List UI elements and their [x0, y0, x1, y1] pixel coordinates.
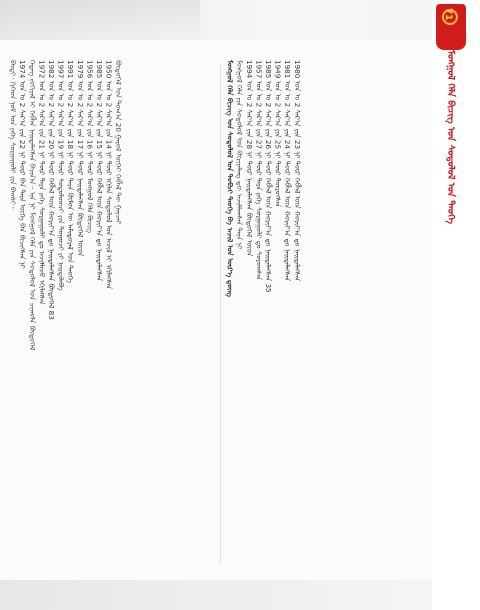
paragraph: 1982 ᠣᠨ ᠤ 2 ᠰᠠᠷ᠎ᠠ ᠶᠢᠨ 20 ᠨᠢ ᠳᠦᠷ ᠬᠡᠪᠯᠡᠯ ᠦᠨ ᠬᠣᠷᠢᠶ᠎ᠠ ᠳᠤ ᠨᠡᠢᠲᠡᠯᠡᠭᠰᠡᠨ ᠪᠦᠲᠦᠭᠡᠯ 83 [46, 60, 56, 320]
paragraph: 1997 ᠣᠨ ᠤ 2 ᠰᠠᠷ᠎ᠠ ᠶᠢᠨ 19 ᠨᠢ ᠳᠦᠷ ᠰᠤᠳᠤᠯᠤᠭᠴᠢ ᠶᠢᠨ ᠲᠤᠭᠤᠵᠢ ᠶᠢ ᠨᠡᠢᠲᠡᠯᠡᠪᠡ [56, 60, 66, 291]
paragraph: 1985 ᠣᠨ ᠤ 2 ᠰᠠᠷ᠎ᠠ ᠶᠢᠨ 26 ᠨᠢ ᠳᠦᠷ ᠬᠡᠪᠯᠡᠯ ᠦᠨ ᠬᠣᠷᠢᠶ᠎ᠠ ᠳᠤ ᠨᠡᠢᠲᠡᠯᠡᠭᠰᠡᠨ 35 [263, 60, 273, 293]
body-text-left [8, 60, 216, 568]
paragraph: 1956 ᠣᠨ ᠤ 2 ᠰᠠᠷ᠎ᠠ ᠶᠢᠨ 16 ᠨᠢ ᠳᠦᠷ ᠮᠣᠩᠭᠣᠯ ᠬᠡᠯᠡ ᠪᠢᠴᠢᠭ [85, 60, 95, 234]
body-text-right [225, 60, 430, 568]
paragraph: 1985 ᠣᠨ ᠤ 2 ᠰᠠᠷ᠎ᠠ ᠶᠢᠨ 15 ᠨᠢ ᠳᠦᠷ ᠬᠡᠪᠯᠡᠯ ᠦᠨ ᠬᠣᠷᠢᠶ᠎ᠠ ᠳᠤ ᠨᠡᠢᠲᠡᠯᠡᠭᠰᠡᠨ [94, 60, 104, 282]
top-decorative-band [0, 0, 480, 40]
paragraph: 1974 ᠣᠨ ᠤ 2 ᠰᠠᠷ᠎ᠠ ᠶᠢᠨ 22 ᠨᠢ ᠳᠦᠷ ᠪᠡᠨ ᠲᠡᠷᠡ ᠦᠭᠡ ᠪᠡᠨ ᠪᠢᠴᠢᠭᠰᠡᠨ ᠨᠢ [18, 60, 28, 269]
running-title: ᠮᠣᠩᠭᠣᠯ ᠬᠡᠯᠡ ᠪᠢᠴᠢᠭ ᠤᠨ ᠰᠤᠳᠤᠯᠤᠯ ᠤᠨ ᠲᠡᠦᠬᠡ [445, 50, 456, 225]
paragraph: 1981 ᠣᠨ ᠤ 2 ᠰᠠᠷ᠎ᠠ ᠶᠢᠨ 24 ᠨᠢ ᠳᠦᠷ ᠬᠡᠪᠯᠡᠯ ᠦᠨ ᠬᠣᠷᠢᠶ᠎ᠠ ᠳᠤ ᠨᠡᠢᠲᠡᠯᠡᠭᠰᠡᠨ [283, 60, 293, 282]
paragraph: 1950 ᠣᠨ ᠤ 2 ᠰᠠᠷ᠎ᠠ ᠶᠢᠨ 14 ᠨᠢ ᠳᠦᠷ ᠡᠬᠢᠯᠡᠨ ᠰᠤᠳᠤᠯᠤᠯ ᠤᠨ ᠠᠵᠢᠯ ᠢ ᠡᠬᠢᠯᠡᠭᠰᠡᠨ [104, 60, 114, 290]
paragraph: 1994 ᠣᠨ ᠤ 2 ᠰᠠᠷ᠎ᠠ ᠶᠢᠨ 28 ᠨᠢ ᠳᠦᠷ ᠨᠡᠢᠲᠡᠯᠡᠭᠰᠡᠨ ᠪᠦᠲᠦᠭᠡᠯ ᠦᠳ [244, 60, 254, 257]
column-divider [220, 64, 221, 564]
paragraph: 1972 ᠣᠨ ᠤ 2 ᠰᠠᠷ᠎ᠠ ᠶᠢᠨ 21 ᠨᠢ ᠳᠦᠷ ᠲᠡᠷᠡ ᠶᠡᠬᠡ ᠰᠤᠷᠭᠠᠭᠤᠯᠢ ᠳᠤ ᠠᠵᠢᠯᠯᠠᠵᠤ ᠡᠬᠢᠯᠡᠭᠰᠡᠨ [37, 60, 47, 305]
bottom-decorative-band [0, 580, 480, 610]
paragraph: ᠭᠡᠳᠡᠭ ᠵᠣᠬᠢᠶᠠᠯ ᠢ ᠬᠡᠪᠯᠡᠨ ᠨᠡᠢᠲᠡᠯᠡᠭᠰᠡᠨ ᠪᠠᠶᠢᠨ᠎ᠠ᠃ ᠡᠨᠡ ᠨᠢ ᠮᠣᠩᠭᠣᠯ ᠬᠡᠯᠡ ᠶᠢᠨ ᠰᠤᠳᠤᠯᠤᠯ ᠤᠨ ᠴᠢᠬᠤᠯᠠ ᠪᠦᠲᠦᠭᠡᠯ [27, 60, 37, 351]
paragraph: 1991 ᠣᠨ ᠤ 2 ᠰᠠᠷ᠎ᠠ ᠶᠢᠨ 18 ᠨᠢ ᠳᠦᠷ ᠲᠡᠷᠡ ᠬᠦᠮᠦᠨ ᠦ ᠠᠮᠢᠳᠤᠷᠠᠯ ᠤᠨ ᠲᠡᠦᠬᠡ [66, 60, 76, 284]
paragraph: 1957 ᠣᠨ ᠤ 2 ᠰᠠᠷ᠎ᠠ ᠶᠢᠨ 27 ᠨᠢ ᠳᠦᠷ ᠲᠡᠷᠡ ᠶᠡᠬᠡ ᠰᠤᠷᠭᠠᠭᠤᠯᠢ ᠳᠤ ᠰᠤᠷᠤᠭᠰᠠᠨ [254, 60, 264, 281]
paragraph: ᠮᠣᠩᠭᠣᠯ ᠬᠡᠯᠡ ᠶᠢᠨ ᠰᠤᠳᠤᠯᠤᠯ ᠤᠨ ᠬᠦᠷᠢᠶᠡᠯᠡᠩ ᠳᠦ ᠠᠵᠢᠯᠯᠠᠭᠰᠠᠨ ᠲᠡᠷᠡ ᠨᠢ [235, 60, 245, 250]
paragraph: ᠪᠠᠨᠳᠢ᠂ ᠬᠢᠬᠡᠳ ᠨᠤᠮ ᠤᠨ ᠶᠡᠬᠡ ᠰᠤᠷᠭᠠᠭᠤᠯᠢ ᠶᠢᠨ ᠪᠠᠭᠰᠢ᠃ [8, 60, 18, 210]
paragraph: 1949 ᠣᠨ ᠤ 2 ᠰᠠᠷ᠎ᠠ ᠶᠢᠨ 25 ᠨᠢ ᠳᠦᠷ ᠲᠦᠷᠦᠭᠰᠡᠨ [273, 60, 283, 208]
page-number: 71 [443, 8, 453, 21]
paragraph: 1979 ᠣᠨ ᠤ 2 ᠰᠠᠷ᠎ᠠ ᠶᠢᠨ 17 ᠨᠢ ᠳᠦᠷ ᠨᠡᠢᠲᠡᠯᠡᠭᠰᠡᠨ ᠪᠦᠲᠦᠭᠡᠯ ᠦᠳ [75, 60, 85, 257]
paragraph: ᠪᠦᠲᠦᠭᠡᠯ ᠤᠨ ᠲᠣᠭ᠎ᠠ 20 ᠭᠠᠷᠤᠯ ᠦᠭᠡᠢ ᠬᠡᠪᠯᠡᠯ ᠲᠦ ᠭᠠᠷᠴᠠᠢ [114, 60, 124, 225]
paragraph: 1980 ᠣᠨ ᠤ 2 ᠰᠠᠷ᠎ᠠ ᠶᠢᠨ 23 ᠨᠢ ᠳᠦᠷ ᠬᠡᠪᠯᠡᠯ ᠦᠨ ᠬᠣᠷᠢᠶ᠎ᠠ ᠳᠤ ᠨᠡᠢᠲᠡᠯᠡᠭᠰᠡᠨ [292, 60, 302, 282]
inset-title: ᠮᠣᠩᠭᠣᠯ ᠬᠡᠯᠡ ᠪᠢᠴᠢᠭ ᠤᠨ ᠰᠤᠳᠤᠯᠤᠯ ᠤᠨ ᠲᠣᠪᠴᠢ ᠲᠡᠦᠬᠡ ᠪᠠ ᠠᠵᠢᠯ ᠤᠨ ᠦᠷ᠎ᠡ ᠳ᠋ᠦᠩ [225, 60, 235, 298]
